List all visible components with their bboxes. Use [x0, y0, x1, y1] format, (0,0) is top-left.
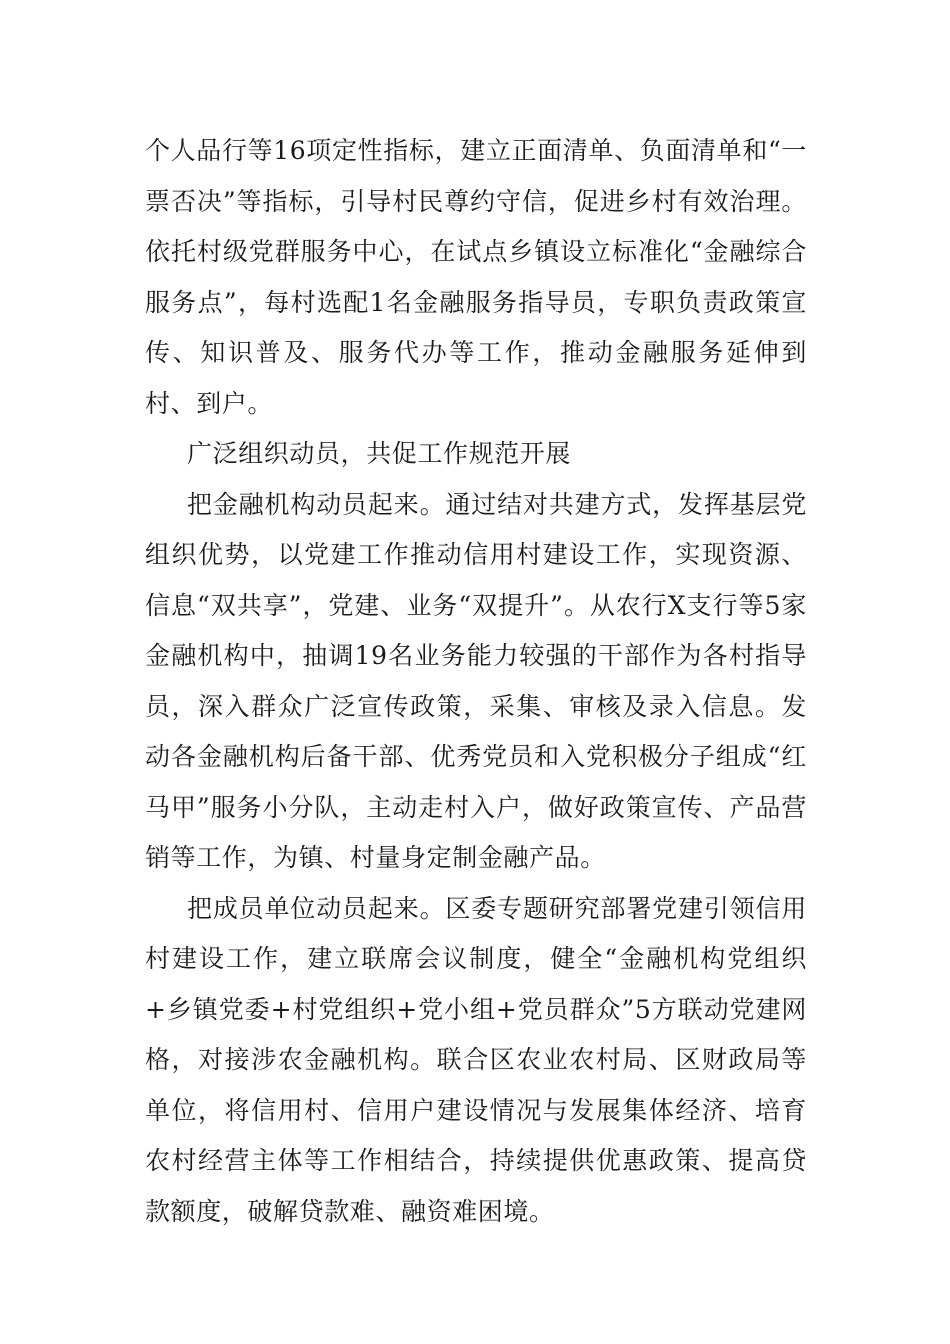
section-heading: 广泛组织动员，共促工作规范开展	[187, 439, 572, 468]
paragraph-financial-institutions: 把金融机构动员起来。通过结对共建方式，发挥基层党组织优势，以党建工作推动信用村建设工作，实现资源、信息“双共享”，党建、业务“双提升”。从农行X支行等5家金融机构中，抽调19名业务能力较强的干部作为各村指导员，深入群众广泛宣传政策，采集、审核及录入信息。发动各金融机构后备干部、优秀党员和入党积极分子组成“红马甲”服务小分队，主动走村入户，做好政策宣传、产品营销等工作，为镇、村量身定制金融产品。	[145, 489, 807, 872]
paragraph-continuation: 个人品行等16项定性指标，建立正面清单、负面清单和“一票否决”等指标，引导村民尊约守信，促进乡村有效治理。依托村级党群服务中心，在试点乡镇设立标准化“金融综合服务点”，每村选配1名金融服务指导员，专职负责政策宣传、知识普及、服务代办等工作，推动金融服务延伸到村、到户。	[145, 136, 807, 418]
document-body	[145, 126, 807, 1237]
paragraph-member-units: 把成员单位动员起来。区委专题研究部署党建引领信用村建设工作，建立联席会议制度，健全“金融机构党组织+乡镇党委+村党组织+党小组+党员群众”5方联动党建网格，对接涉农金融机构。联合区农业农村局、区财政局等单位，将信用村、信用户建设情况与发展集体经济、培育农村经营主体等工作相结合，持续提供优惠政策、提高贷款额度，破解贷款难、融资难困境。	[145, 893, 807, 1226]
